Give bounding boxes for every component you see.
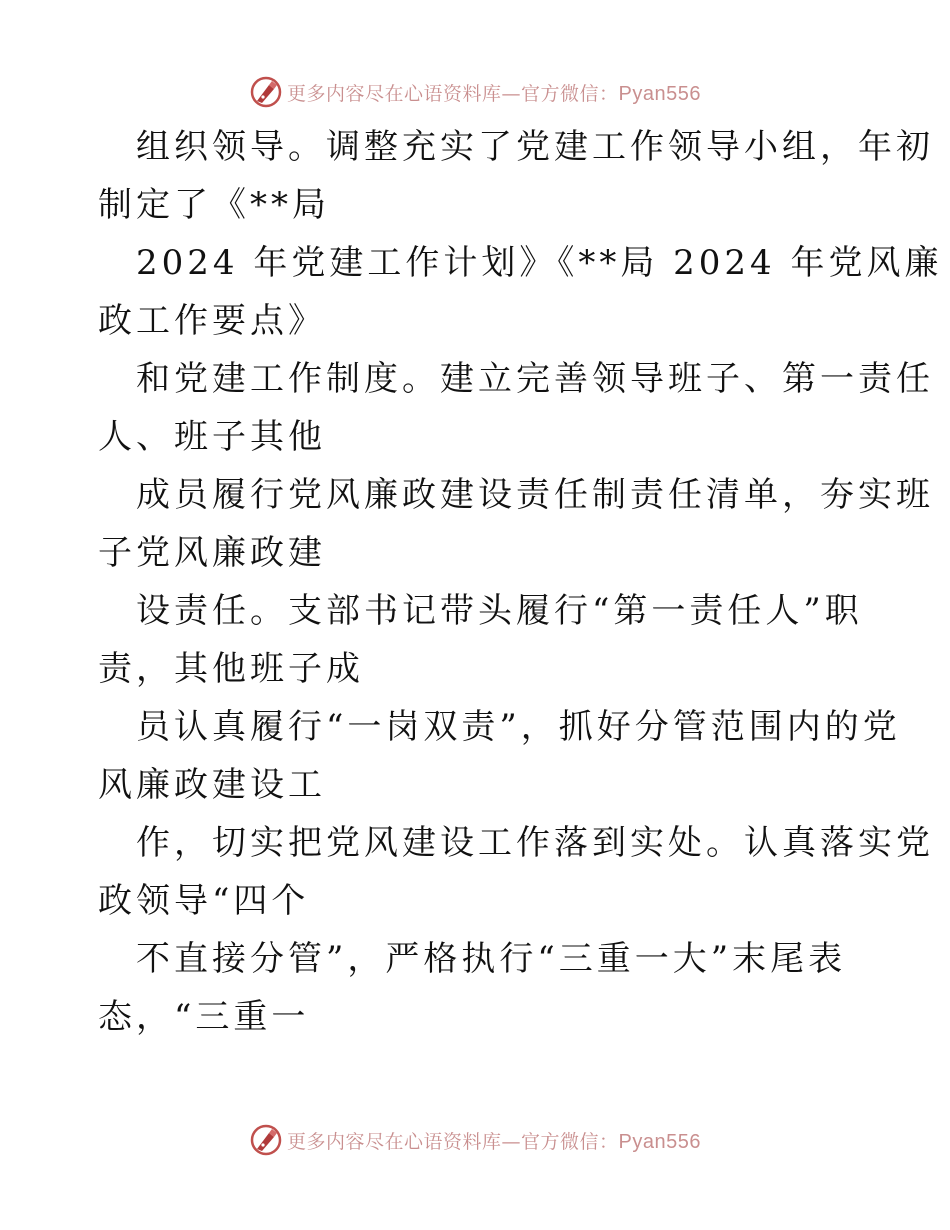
paragraph-line: 员认真履行“一岗双责”，抓好分管范围内的党: [136, 707, 901, 747]
paragraph-line: 风廉政建设工: [98, 765, 326, 805]
document-body: [0, 118, 950, 1046]
paragraph-line: 子党风廉政建: [98, 533, 326, 573]
paragraph-line: 人、班子其他: [98, 417, 326, 457]
watermark-text: 更多内容尽在心语资料库—官方微信：Pyan556: [287, 1130, 701, 1153]
paragraph-line: 和党建工作制度。建立完善领导班子、第一责任: [136, 359, 934, 399]
paragraph-6: [0, 698, 950, 814]
paragraph-line: 责，其他班子成: [98, 649, 364, 689]
paragraph-line: 不直接分管”，严格执行“三重一大”末尾表: [136, 939, 847, 979]
paragraph-line: 政领导“四个: [98, 881, 310, 921]
footer-watermark: [0, 1120, 950, 1160]
watermark-text: 更多内容尽在心语资料库—官方微信：Pyan556: [287, 82, 701, 105]
paragraph-7: [0, 814, 950, 930]
paragraph-line: 态，“三重一: [98, 997, 310, 1037]
paragraph-3: [0, 350, 950, 466]
paragraph-line: 制定了《**局: [98, 185, 330, 225]
paragraph-5: [0, 582, 950, 698]
paragraph-line: 组织领导。调整充实了党建工作领导小组，年初: [136, 127, 934, 167]
header-watermark: [0, 72, 950, 112]
paragraph-line: 作，切实把党风建设工作落到实处。认真落实党: [136, 823, 934, 863]
paragraph-line: 政工作要点》: [98, 301, 326, 341]
paragraph-1: [0, 118, 950, 234]
paragraph-4: [0, 466, 950, 582]
pen-nib-circle-icon: [249, 75, 283, 109]
paragraph-2: [0, 234, 950, 350]
paragraph-line: 2024 年党建工作计划》《**局 2024 年党风廉: [136, 243, 943, 283]
paragraph-line: 设责任。支部书记带头履行“第一责任人”职: [136, 591, 863, 631]
pen-nib-circle-icon: [249, 1123, 283, 1157]
paragraph-line: 成员履行党风廉政建设责任制责任清单，夯实班: [136, 475, 934, 515]
paragraph-8: [0, 930, 950, 1046]
